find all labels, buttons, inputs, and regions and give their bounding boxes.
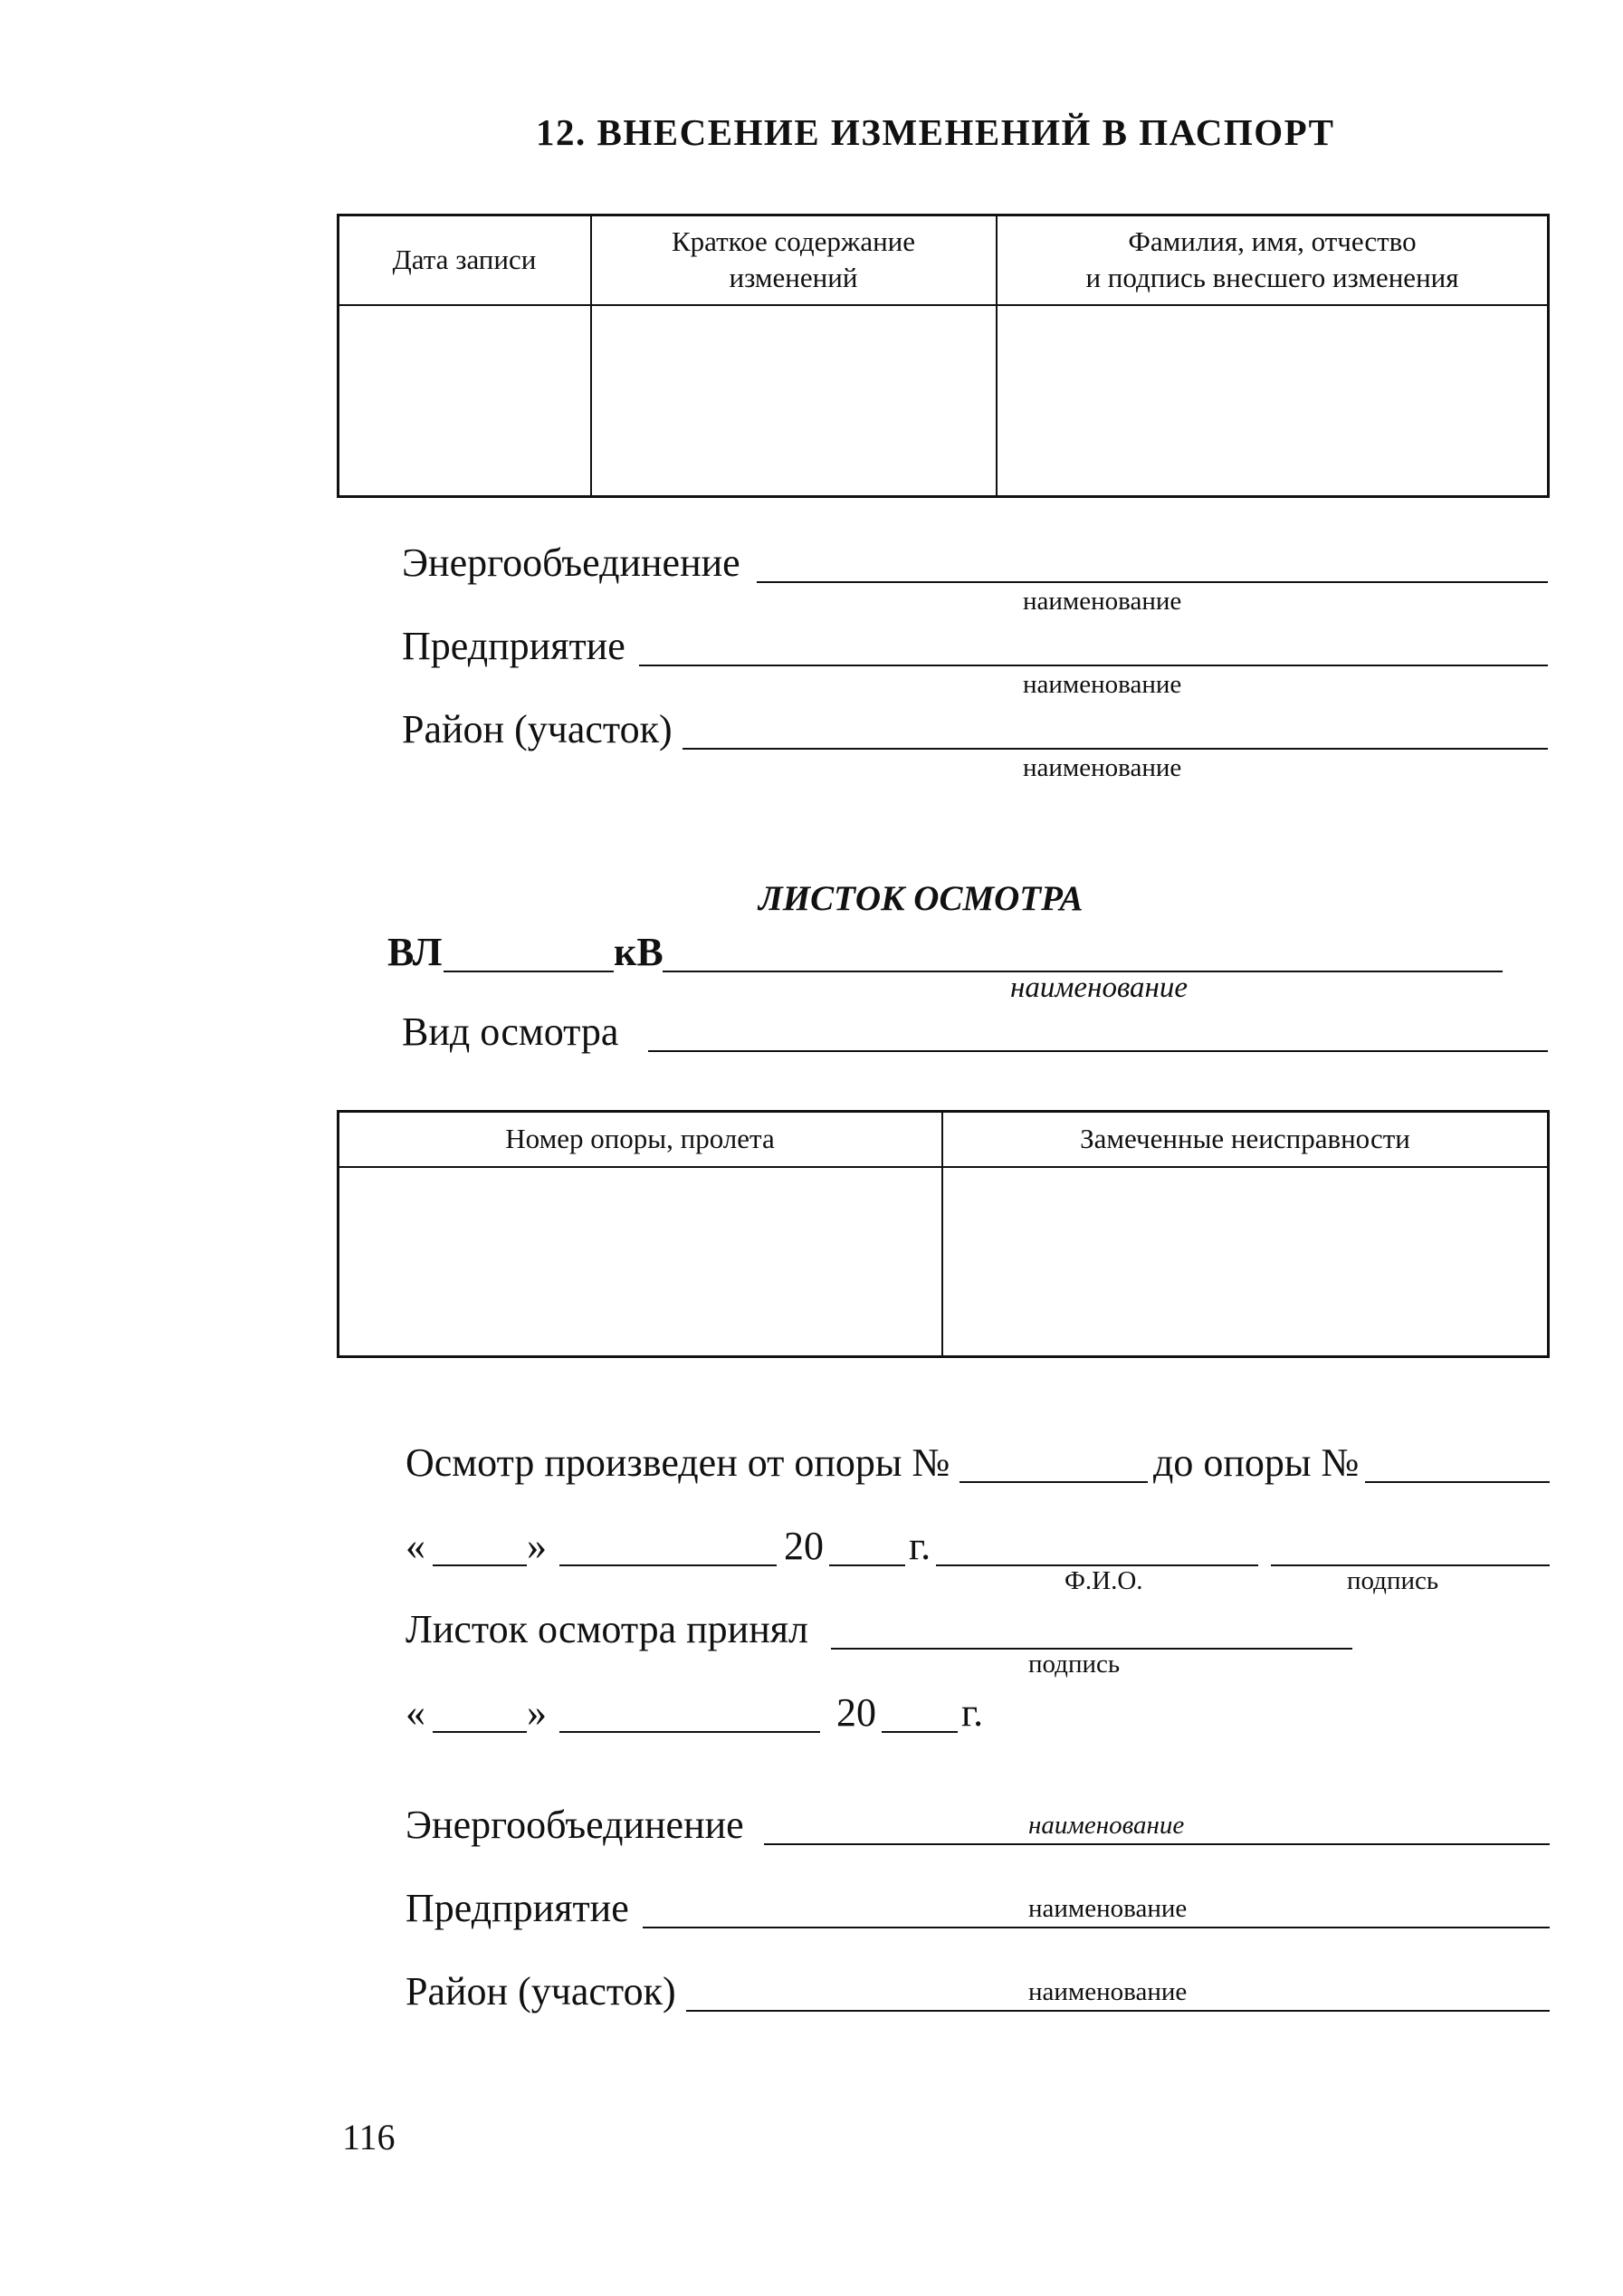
inspection-table-header-defects: Замеченные неисправности: [1080, 1123, 1410, 1154]
accepted-row: [406, 1604, 1352, 1650]
sheet-district-label: Район (участок): [406, 1969, 676, 2014]
accepted-date-open-quote: «: [406, 1690, 425, 1735]
inspector-signature-caption: подпись: [1347, 1566, 1439, 1595]
accepted-date-close-quote: »: [527, 1690, 547, 1735]
accepted-year-line[interactable]: [882, 1731, 958, 1733]
inspector-fio-caption: Ф.И.О.: [1064, 1566, 1143, 1595]
sheet-district-caption: наименование: [1028, 1977, 1188, 2006]
support-range-row: [406, 1438, 1550, 1483]
accepted-day-line[interactable]: [433, 1731, 527, 1733]
from-support-label: Осмотр произведен от опоры №: [406, 1440, 950, 1485]
inspection-date-open-quote: «: [406, 1524, 425, 1568]
district-label: Район (участок): [402, 707, 673, 751]
inspection-type-line[interactable]: [648, 1050, 1548, 1052]
inspection-table-header-support: Номер опоры, пролета: [505, 1123, 775, 1154]
inspection-table-header-divider: [337, 1166, 1550, 1168]
vl-row: [387, 927, 1503, 972]
inspection-type-label: Вид осмотра: [402, 1009, 619, 1054]
to-support-line[interactable]: [1365, 1481, 1550, 1483]
inspection-date-close-quote: »: [527, 1524, 547, 1568]
inspection-type-row: [402, 1007, 1548, 1052]
district-caption: наименование: [1023, 753, 1182, 782]
changes-table-summary-cell[interactable]: [592, 307, 995, 495]
changes-table-header-divider: [337, 304, 1550, 306]
district-row: [402, 704, 1548, 750]
kv-label: кВ: [614, 930, 664, 974]
energy-association-caption: наименование: [1023, 587, 1182, 616]
vl-voltage-line[interactable]: [444, 971, 614, 972]
inspection-sheet-title: ЛИСТОК ОСМОТРА: [759, 879, 1084, 918]
inspection-month-line[interactable]: [559, 1564, 777, 1566]
sheet-enterprise-line[interactable]: [643, 1927, 1550, 1928]
changes-table-header-date: Дата записи: [392, 244, 537, 275]
inspection-year-line[interactable]: [829, 1564, 905, 1566]
inspection-day-line[interactable]: [433, 1564, 527, 1566]
accepted-year-prefix: 20: [836, 1690, 876, 1735]
accepted-date-row: [406, 1688, 985, 1733]
sheet-enterprise-row: [406, 1883, 1550, 1928]
inspection-table-defects-cell[interactable]: [943, 1169, 1547, 1355]
inspection-table-support-cell[interactable]: [339, 1169, 940, 1355]
changes-table-person-cell[interactable]: [998, 307, 1547, 495]
inspection-year-suffix: г.: [909, 1524, 931, 1568]
sheet-enterprise-label: Предприятие: [406, 1886, 629, 1930]
accepted-signature-caption: подпись: [1028, 1650, 1121, 1679]
inspection-year-prefix: 20: [784, 1524, 824, 1568]
vl-label: ВЛ: [387, 930, 443, 974]
sheet-energy-association-label: Энергообъединение: [406, 1803, 744, 1847]
sheet-district-row: [406, 1966, 1550, 2012]
enterprise-row: [402, 621, 1548, 666]
energy-association-line[interactable]: [757, 581, 1548, 583]
accepted-label: Листок осмотра принял: [406, 1607, 808, 1651]
sheet-enterprise-caption: наименование: [1028, 1894, 1188, 1923]
inspection-date-row: [406, 1521, 1550, 1566]
to-support-label: до опоры №: [1153, 1440, 1360, 1485]
district-line[interactable]: [683, 748, 1548, 750]
enterprise-line[interactable]: [639, 665, 1548, 666]
enterprise-label: Предприятие: [402, 624, 625, 668]
sheet-energy-association-caption: наименование: [1028, 1811, 1185, 1840]
sheet-energy-association-line[interactable]: [764, 1843, 1550, 1845]
page-number: 116: [342, 2117, 396, 2157]
changes-table-date-cell[interactable]: [339, 307, 589, 495]
sheet-energy-association-row: [406, 1800, 1550, 1845]
section-title: 12. ВНЕСЕНИЕ ИЗМЕНЕНИЙ В ПАСПОРТ: [536, 111, 1335, 153]
accepted-month-line[interactable]: [559, 1731, 820, 1733]
sheet-district-line[interactable]: [686, 2010, 1550, 2012]
vl-name-caption: наименование: [1010, 971, 1189, 1004]
accepted-year-suffix: г.: [961, 1690, 984, 1735]
changes-table-header-summary: Краткое содержание изменений: [671, 225, 916, 293]
energy-association-row: [402, 538, 1548, 583]
from-support-line[interactable]: [959, 1481, 1148, 1483]
energy-association-label: Энергообъединение: [402, 541, 740, 585]
changes-table-header-person: Фамилия, имя, отчество и подпись внесшего изменения: [1085, 225, 1459, 293]
enterprise-caption: наименование: [1023, 670, 1182, 699]
